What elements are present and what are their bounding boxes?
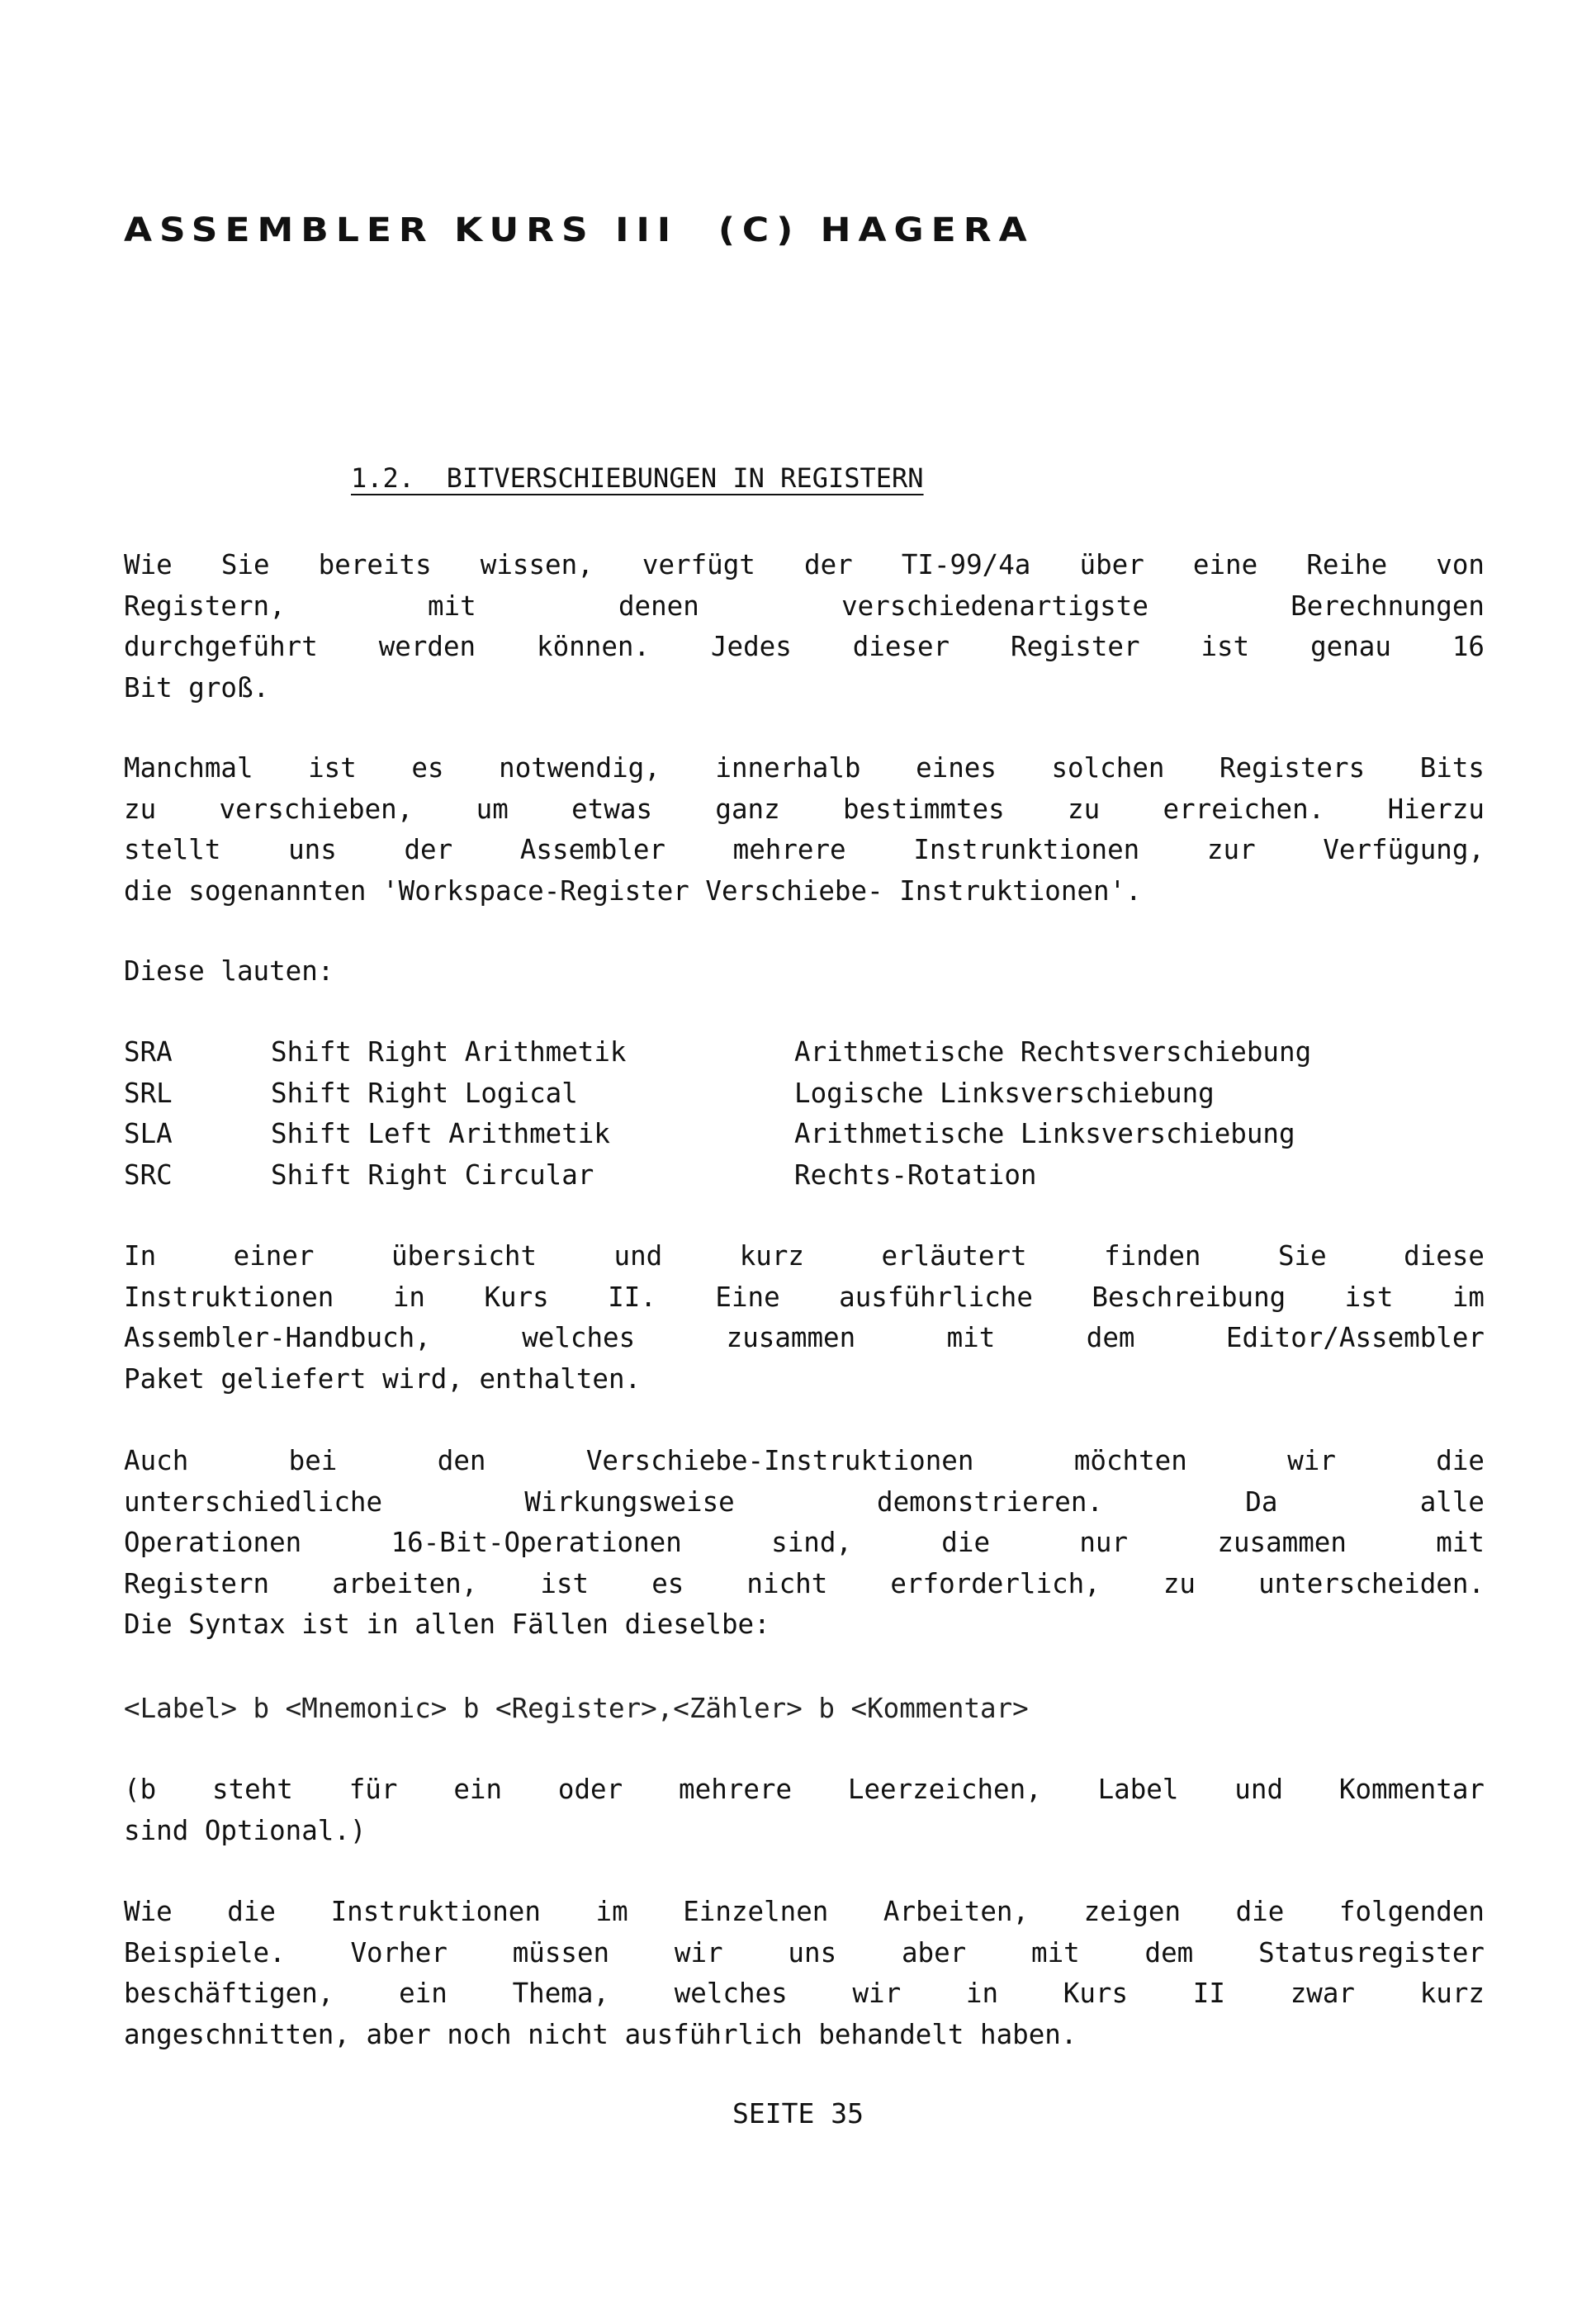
instruction-description: Arithmetische Linksverschiebung: [794, 1118, 1295, 1149]
paragraph-line: Manchmal ist es notwendig, innerhalb eines solchen Registers Bits: [124, 752, 1485, 784]
paragraph-line: Registern, mit denen verschiedenartigste Berechnungen: [124, 590, 1485, 622]
instruction-name: Shift Right Circular: [271, 1158, 594, 1191]
paragraph-overview: [124, 1236, 1485, 1400]
paragraph-line: unterschiedliche Wirkungsweise demonstrieren. Da alle: [124, 1485, 1485, 1518]
page-number: SEITE 35: [732, 2097, 864, 2130]
paragraph-shift-need: [124, 748, 1485, 912]
paragraph-line: In einer übersicht und kurz erläutert finden Sie diese: [124, 1240, 1485, 1272]
section-heading: 1.2. BITVERSCHIEBUNGEN IN REGISTERN: [351, 462, 924, 494]
instruction-description: Arithmetische Rechtsverschiebung: [794, 1036, 1312, 1068]
instruction-name: Shift Right Arithmetik: [271, 1036, 627, 1068]
paragraph-intro: [124, 545, 1485, 708]
instruction-row: [124, 1032, 1488, 1073]
instruction-mnemonic: SRL: [124, 1077, 173, 1109]
paragraph-line: Paket geliefert wird, enthalten.: [124, 1362, 642, 1395]
paragraph-line: Bit groß.: [124, 671, 270, 704]
paragraph-syntax-intro: [124, 1441, 1485, 1646]
instruction-mnemonic: SLA: [124, 1118, 173, 1149]
paragraph-line: Instruktionen in Kurs II. Eine ausführliche Beschreibung ist im: [124, 1281, 1485, 1313]
paragraph-line: angeschnitten, aber noch nicht ausführlich behandelt haben.: [124, 2018, 1077, 2050]
paragraph-line: zu verschieben, um etwas ganz bestimmtes zu erreichen. Hierzu: [124, 793, 1485, 825]
paragraph-line: Diese lauten:: [124, 955, 334, 987]
paragraph-line: Die Syntax ist in allen Fällen dieselbe:: [124, 1608, 770, 1640]
instruction-mnemonic: SRC: [124, 1158, 173, 1191]
paragraph-line: Operationen 16-Bit-Operationen sind, die nur zusammen mit: [124, 1527, 1485, 1558]
instruction-description: Logische Linksverschiebung: [794, 1077, 1215, 1109]
paragraph-examples-intro: [124, 1892, 1485, 2055]
page-header-title: ASSEMBLER KURS III (C) HAGERA: [124, 211, 1035, 249]
instruction-mnemonic: SRA: [124, 1036, 173, 1068]
paragraph-line: Wie die Instruktionen im Einzelnen Arbeiten, zeigen die folgenden: [124, 1896, 1485, 1927]
paragraph-line: Wie Sie bereits wissen, verfügt der TI-99/4a über eine Reihe von: [124, 549, 1485, 580]
instruction-row: [124, 1073, 1488, 1115]
syntax-example: <Label> b <Mnemonic> b <Register>,<Zähler> b <Kommentar>: [124, 1693, 1029, 1724]
instruction-table: [124, 1032, 1488, 1196]
paragraph-line: beschäftigen, ein Thema, welches wir in Kurs II zwar kurz: [124, 1978, 1485, 2009]
paragraph-line: Beispiele. Vorher müssen wir uns aber mit dem Statusregister: [124, 1936, 1485, 1969]
paragraph-line: (b steht für ein oder mehrere Leerzeichen, Label und Kommentar: [124, 1774, 1485, 1805]
paragraph-line: sind Optional.): [124, 1814, 367, 1846]
instruction-row: [124, 1114, 1488, 1155]
paragraph-line: Auch bei den Verschiebe-Instruktionen möchten wir die: [124, 1445, 1485, 1476]
paragraph-line: die sogenannten 'Workspace-Register Verschiebe- Instruktionen'.: [124, 874, 1142, 907]
paragraph-line: Assembler-Handbuch, welches zusammen mit dem Editor/Assembler: [124, 1322, 1485, 1353]
paragraph-line: Registern arbeiten, ist es nicht erforderlich, zu unterscheiden.: [124, 1567, 1485, 1599]
paragraph-line: durchgeführt werden können. Jedes dieser Register ist genau 16: [124, 631, 1485, 662]
instruction-name: Shift Left Arithmetik: [271, 1118, 610, 1149]
paragraph-syntax-note: [124, 1770, 1485, 1851]
instruction-row: [124, 1155, 1488, 1196]
paragraph-list-intro: [124, 951, 1485, 993]
instruction-name: Shift Right Logical: [271, 1077, 578, 1109]
paragraph-line: stellt uns der Assembler mehrere Instrunktionen zur Verfügung,: [124, 834, 1485, 865]
instruction-description: Rechts-Rotation: [794, 1158, 1037, 1191]
